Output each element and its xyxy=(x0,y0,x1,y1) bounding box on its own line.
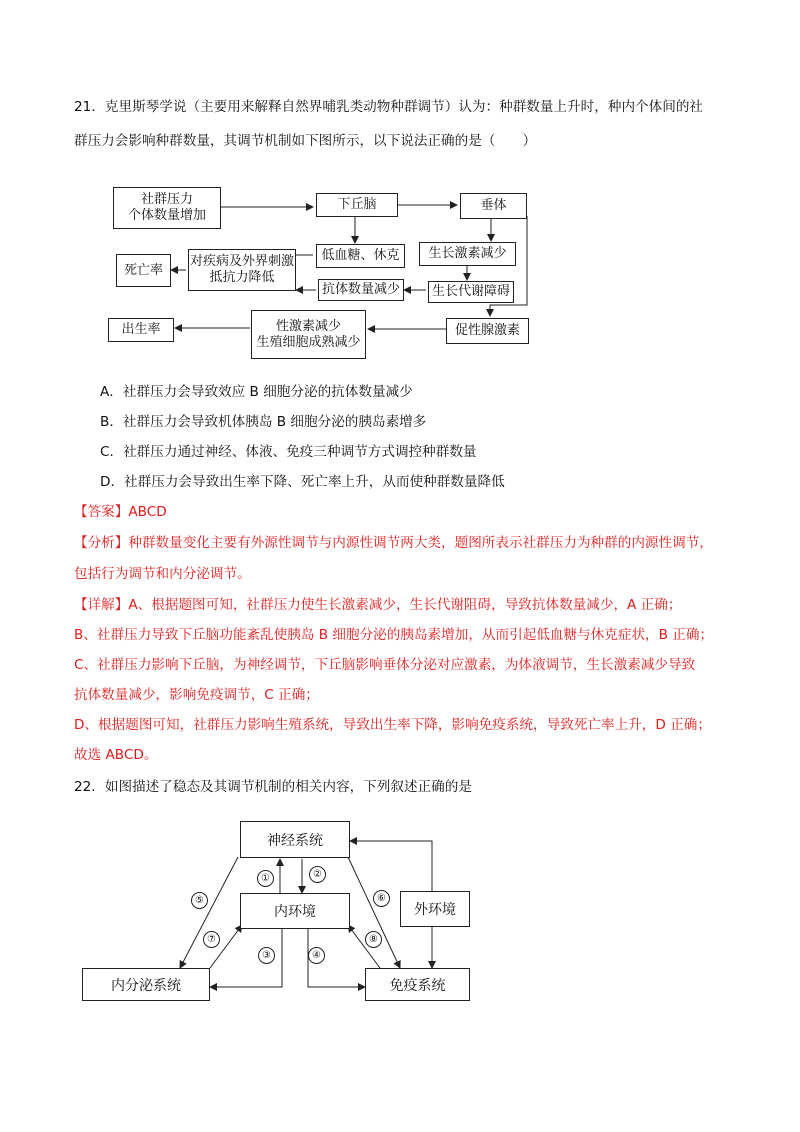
birth-rate-box: 出生率 xyxy=(108,318,174,342)
label-5: ⑤ xyxy=(191,892,208,909)
q21-detail-line2: B、社群压力导致下丘脑功能紊乱使胰岛 B 细胞分泌的胰岛素增加，从而引起低血糖与休克症状，B 正确； xyxy=(74,627,714,643)
label-7: ⑦ xyxy=(203,931,220,948)
social-pressure-box: 社群压力 个体数量增加 xyxy=(113,187,221,229)
q21-detail-line4: 抗体数量减少，影响免疫调节，C 正确； xyxy=(74,687,319,703)
immune-system-box: 免疫系统 xyxy=(365,968,470,1001)
gonadotropin-box: 促性腺激素 xyxy=(446,318,529,344)
detail-tag: 【详解】 xyxy=(74,597,129,613)
pituitary-box: 垂体 xyxy=(460,193,527,219)
sex-hormone-box: 性激素减少 生殖细胞成熟减少 xyxy=(251,310,366,359)
analysis-tag: 【分析】 xyxy=(74,535,129,551)
growth-hormone-box: 生长激素减少 xyxy=(419,242,516,266)
q21-detail-line3: C、社群压力影响下丘脑，为神经调节，下丘脑影响垂体分泌对应激素，为体液调节，生长激素减少导致 xyxy=(74,657,696,673)
metabolism-box: 生长代谢障碍 xyxy=(428,281,514,303)
q21-option-c: C．社群压力通过神经、体液、免疫三种调节方式调控种群数量 xyxy=(100,444,477,460)
label-4: ④ xyxy=(308,947,325,964)
answer-tag: 【答案】 xyxy=(74,504,129,520)
label-3: ③ xyxy=(258,947,275,964)
internal-environment-box: 内环境 xyxy=(240,893,350,929)
q21-detail-line6: 故选 ABCD。 xyxy=(74,747,158,763)
hypothalamus-box: 下丘脑 xyxy=(316,193,398,217)
detail-text-1: A、根据题图可知，社群压力使生长激素减少，生长代谢阻碍，导致抗体数量减少，A 正确； xyxy=(128,597,682,613)
q22-stem: 22．如图描述了稳态及其调节机制的相关内容，下列叙述正确的是 xyxy=(74,779,472,795)
death-rate-box: 死亡率 xyxy=(116,254,171,287)
label-1: ① xyxy=(257,870,274,887)
answer-value: ABCD xyxy=(128,504,167,520)
nervous-system-box: 神经系统 xyxy=(240,821,350,858)
antibody-box: 抗体数量减少 xyxy=(318,279,404,301)
hypoglycemia-box: 低血糖、休克 xyxy=(316,244,405,268)
q21-analysis-line2: 包括行为调节和内分泌调节。 xyxy=(74,566,251,582)
label-6: ⑥ xyxy=(373,890,390,907)
analysis-text-1: 种群数量变化主要有外源性调节与内源性调节两大类，题图所表示社群压力为种群的内源性调节， xyxy=(128,535,713,551)
endocrine-system-box: 内分泌系统 xyxy=(82,968,210,1001)
q21-stem-line1: 21．克里斯琴学说（主要用来解释自然界哺乳类动物种群调节）认为：种群数量上升时，种内个体间的社 xyxy=(74,99,704,115)
q21-option-d: D．社群压力会导致出生率下降、死亡率上升，从而使种群数量降低 xyxy=(100,474,505,490)
resistance-box: 对疾病及外界刺激 抵抗力降低 xyxy=(188,249,296,291)
q21-option-b: B．社群压力会导致机体胰岛 B 细胞分泌的胰岛素增多 xyxy=(100,414,427,430)
q21-stem-line2: 群压力会影响种群数量，其调节机制如下图所示，以下说法正确的是（ ） xyxy=(74,133,537,149)
external-environment-box: 外环境 xyxy=(400,891,470,927)
label-8: ⑧ xyxy=(365,931,382,948)
q21-detail-line5: D、根据题图可知，社群压力影响生殖系统，导致出生率下降，影响免疫系统，导致死亡率上升，D 正确； xyxy=(74,717,711,733)
label-2: ② xyxy=(309,866,326,883)
q21-option-a: A．社群压力会导致效应 B 细胞分泌的抗体数量减少 xyxy=(100,384,413,400)
